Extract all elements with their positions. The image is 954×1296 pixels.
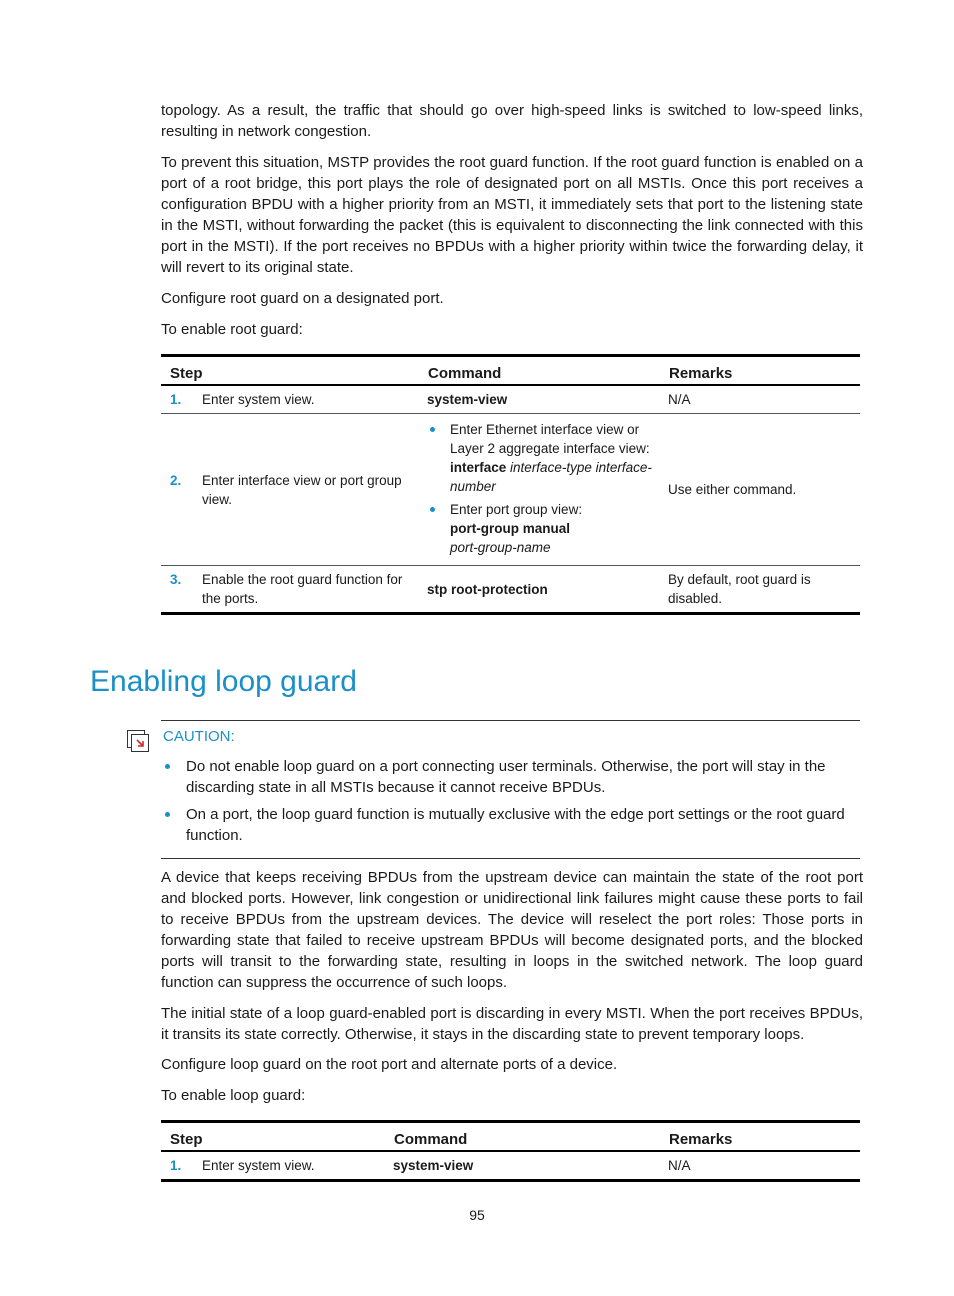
- table-row: [161, 414, 860, 566]
- caution-item: Do not enable loop guard on a port connecting user terminals. Otherwise, the port will stay in the discarding state in all MSTIs because it cannot receive BPDUs.: [161, 756, 863, 798]
- command-list: [427, 420, 652, 557]
- command-description: Enter port group view:: [450, 502, 583, 517]
- step-text: Enable the root guard function for the ports.: [202, 572, 403, 606]
- step-number: 3.: [170, 572, 182, 587]
- command-keyword: port-group manual: [450, 521, 570, 536]
- step-number: 1.: [170, 392, 182, 407]
- command-description: Enter Ethernet interface view or Layer 2 aggregate interface view:: [450, 422, 650, 456]
- remarks-text: N/A: [668, 392, 691, 407]
- step-text: Enter system view.: [202, 392, 315, 407]
- command-text: system-view: [393, 1158, 474, 1173]
- step-text: Enter interface view or port group view.: [202, 472, 402, 507]
- caution-top-rule: [161, 720, 860, 721]
- caution-icon: [127, 730, 149, 752]
- table-row: [161, 566, 860, 614]
- step-text: Enter system view.: [202, 1158, 315, 1173]
- step-number: 2.: [170, 472, 182, 488]
- command-argument: interface-type interface-number: [450, 460, 652, 494]
- command-text: system-view: [427, 392, 508, 407]
- command-list-item: [427, 500, 652, 557]
- caution-list: [161, 756, 863, 852]
- header-command: Command: [419, 356, 660, 386]
- command-text: stp root-protection: [427, 581, 548, 597]
- remarks-text: By default, root guard is disabled.: [668, 572, 811, 606]
- caution-label: CAUTION:: [163, 728, 235, 745]
- section-heading: Enabling loop guard: [90, 665, 357, 698]
- section-paragraph-3: Configure loop guard on the root port and alternate ports of a device.: [161, 1056, 618, 1073]
- command-argument: port-group-name: [450, 540, 551, 555]
- header-remarks: Remarks: [660, 1122, 860, 1152]
- header-remarks: Remarks: [660, 356, 860, 386]
- table-row: [161, 1151, 860, 1181]
- table-row: [161, 385, 860, 414]
- header-step: Step: [161, 1122, 385, 1152]
- root-guard-table: [161, 354, 860, 615]
- table-header-row: [161, 356, 860, 386]
- remarks-text: N/A: [668, 1158, 691, 1173]
- section-paragraph-4: To enable loop guard:: [161, 1087, 306, 1104]
- section-paragraph-1: A device that keeps receiving BPDUs from the upstream device can maintain the state of the root port and blocked ports. However, link congestion or unidirectional link failures might cause these ports to fail to receive BPDUs from the upstream devices. The device will reselect the port roles: Those ports in forwarding state that failed to receive upstream BPDUs will become designated ports, and the blocked ports will transit to the forwarding state, resulting in loops in the switched network. The loop guard function can suppress the occurrence of such loops.: [161, 869, 863, 991]
- caution-item: On a port, the loop guard function is mutually exclusive with the edge port settings or the root guard function.: [161, 804, 863, 846]
- header-step: Step: [161, 356, 419, 386]
- page-number: 95: [469, 1207, 485, 1223]
- loop-guard-table: [161, 1120, 860, 1182]
- intro-paragraph-3: Configure root guard on a designated port.: [161, 290, 444, 307]
- table-header-row: [161, 1122, 860, 1152]
- command-keyword: interface: [450, 460, 507, 475]
- intro-paragraph-4: To enable root guard:: [161, 321, 303, 338]
- step-number: 1.: [170, 1158, 182, 1173]
- intro-paragraph-2: To prevent this situation, MSTP provides the root guard function. If the root guard function is enabled on a port of a root bridge, this port plays the role of designated port on all MSTIs. Once this port receives a configuration BPDU with a higher priority from an MSTI, it immediately sets that port to the listening state in the MSTI, without forwarding the packet (this is equivalent to disconnecting the link connected with this port in the MSTI). If the port receives no BPDUs with a higher priority within twice the forwarding delay, it will revert to its original state.: [161, 154, 863, 276]
- caution-bottom-rule: [161, 858, 860, 859]
- section-paragraph-2: The initial state of a loop guard-enabled port is discarding in every MSTI. When the port receives BPDUs, it transits its state correctly. Otherwise, it stays in the discarding state to prevent temporary loops.: [161, 1005, 863, 1043]
- intro-paragraph-1: topology. As a result, the traffic that should go over high-speed links is switched to low-speed links, resulting in network congestion.: [161, 102, 863, 140]
- command-list-item: [427, 420, 652, 496]
- header-command: Command: [385, 1122, 660, 1152]
- remarks-text: Use either command.: [668, 482, 797, 497]
